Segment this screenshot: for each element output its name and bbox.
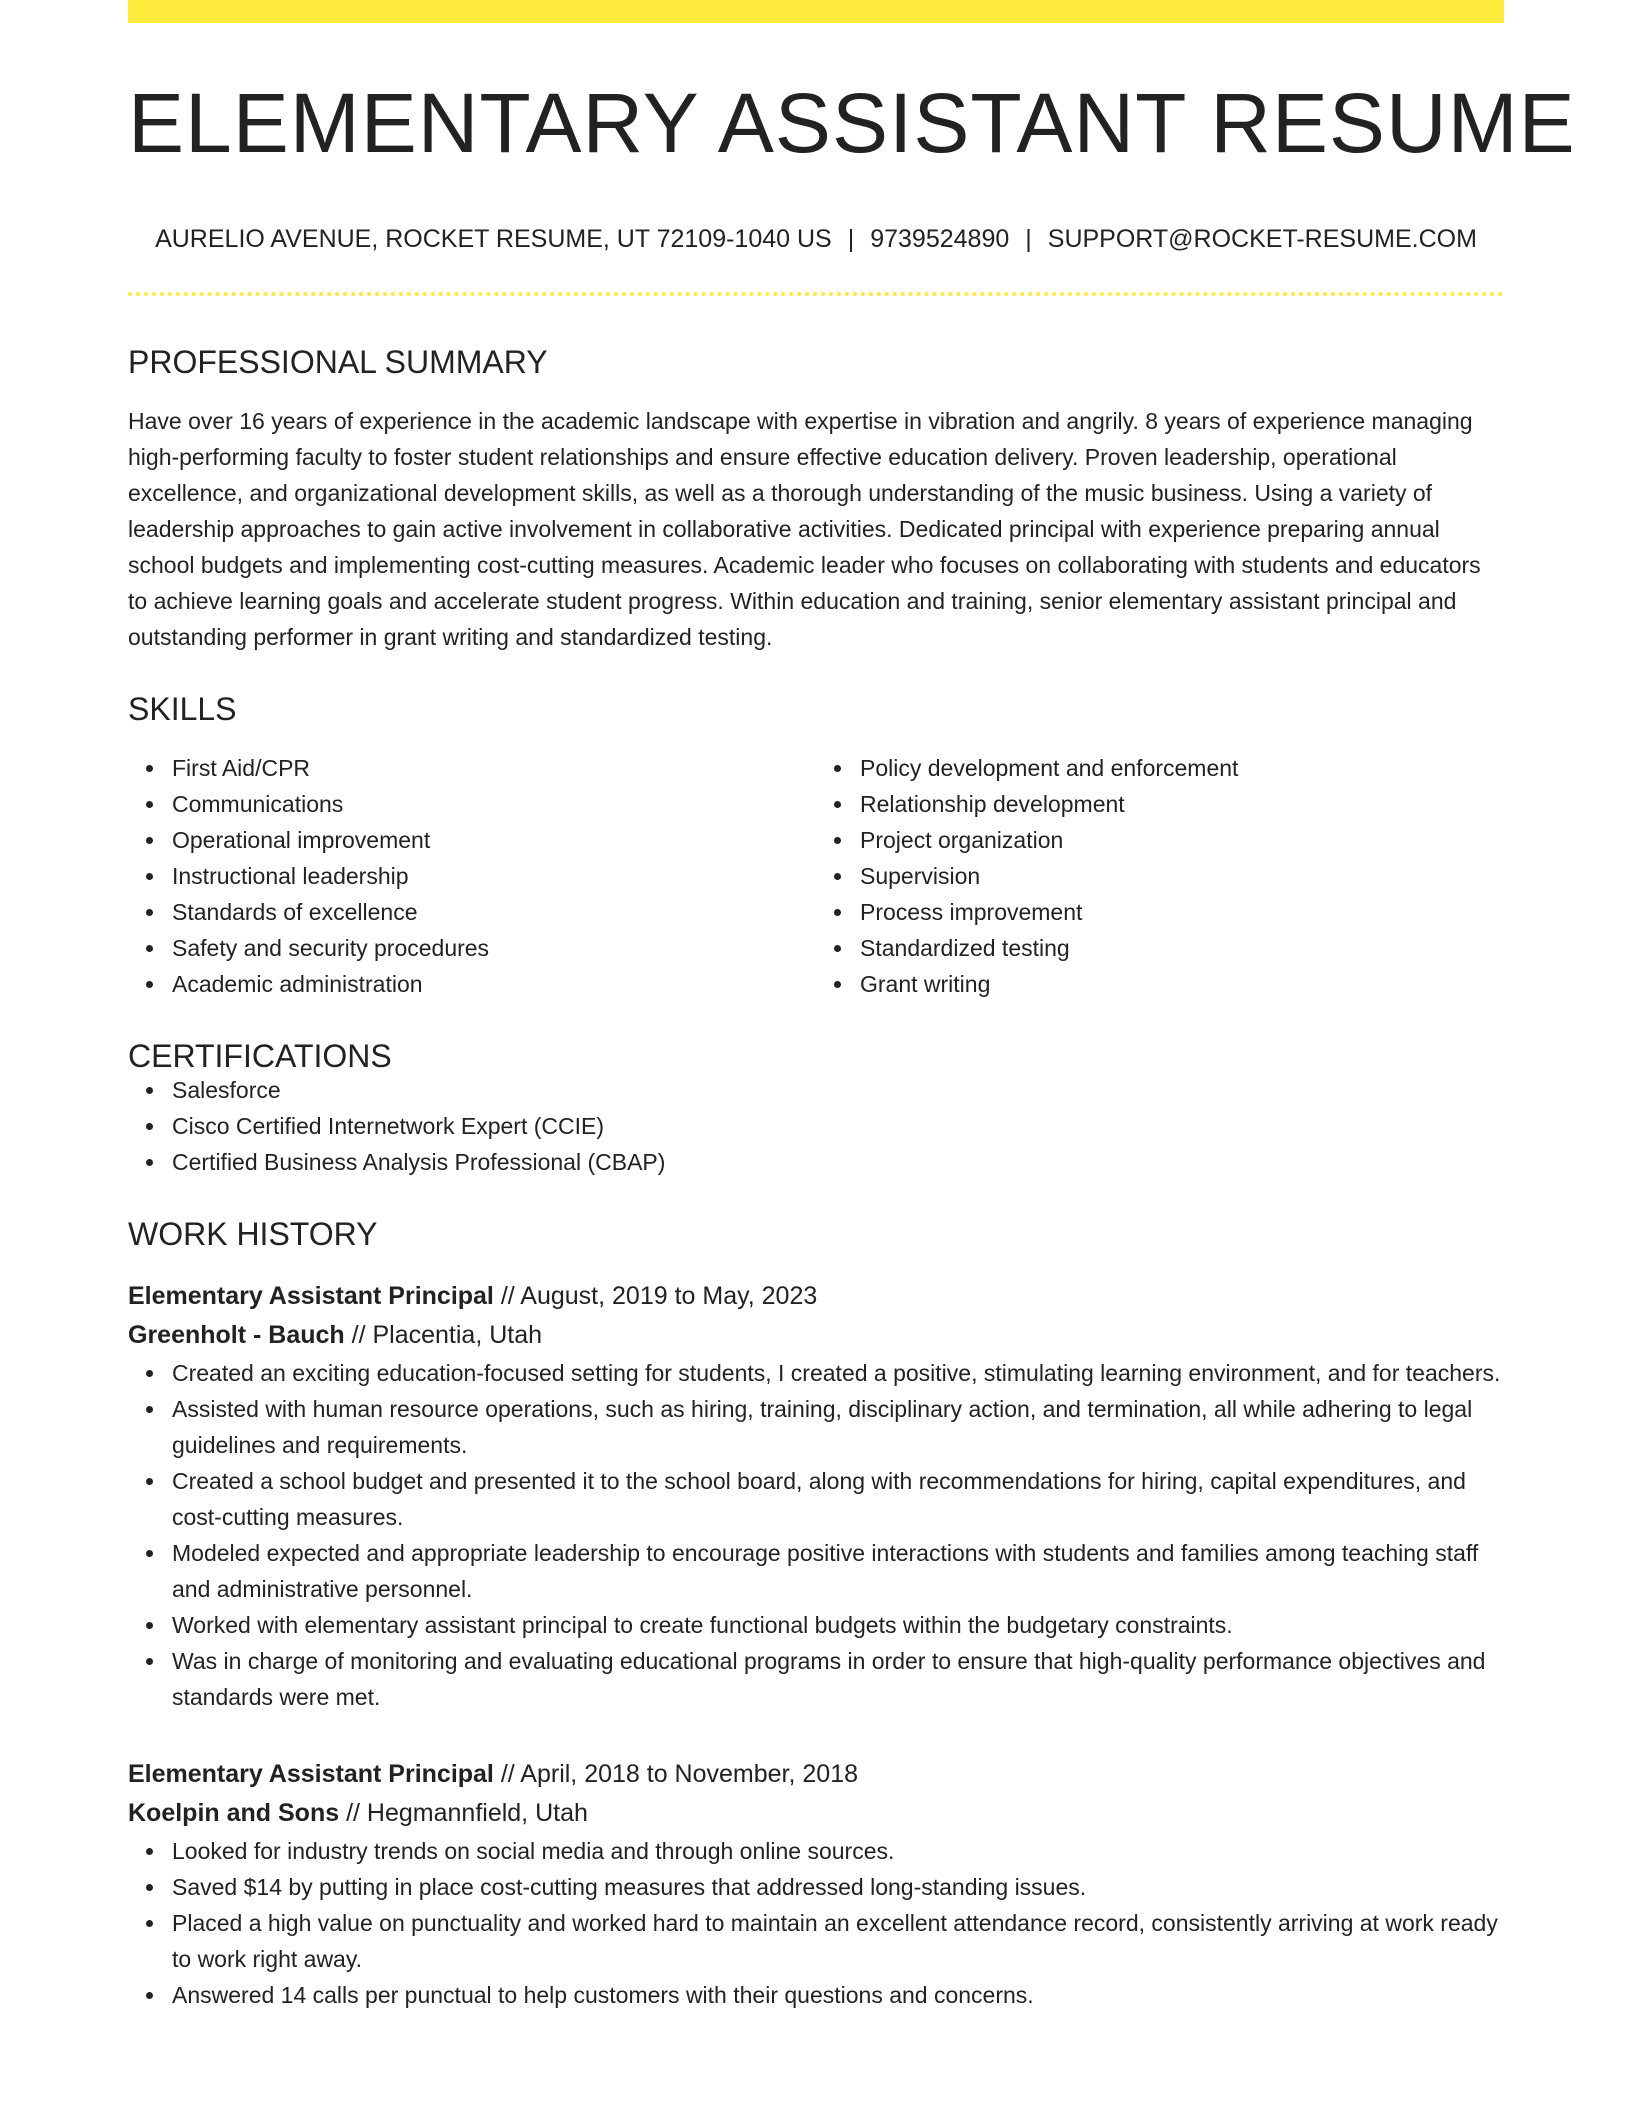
skill-item: Academic administration — [172, 966, 816, 1002]
skills-list-right — [816, 750, 1504, 1002]
job-title: Elementary Assistant Principal — [128, 1760, 494, 1788]
work-history-heading: WORK HISTORY — [128, 1216, 378, 1252]
job-separator: // — [493, 1282, 521, 1310]
job-bullet: Placed a high value on punctuality and worked hard to maintain an excellent attendance record, consistently arriving at work ready to work right away. — [172, 1905, 1504, 1977]
job-bullet: Worked with elementary assistant principal to create functional budgets within the budgetary constraints. — [172, 1607, 1504, 1643]
resume-page — [128, 0, 1576, 2013]
skill-item: First Aid/CPR — [172, 750, 816, 786]
contact-email: SUPPORT@ROCKET-RESUME.COM — [1047, 225, 1477, 253]
certification-item: Cisco Certified Internetwork Expert (CCIE) — [172, 1108, 1504, 1144]
skill-item: Process improvement — [860, 894, 1504, 930]
skill-item: Operational improvement — [172, 822, 816, 858]
skill-item: Communications — [172, 786, 816, 822]
skills-list-left — [128, 750, 816, 1002]
job-title-line — [128, 1755, 1504, 1794]
contact-separator: | — [847, 225, 855, 253]
contact-line — [128, 227, 1504, 252]
dotted-divider — [128, 292, 1504, 296]
skill-item: Safety and security procedures — [172, 930, 816, 966]
job-bullet: Modeled expected and appropriate leadership to encourage positive interactions with students and families among teaching staff and administrative personnel. — [172, 1535, 1504, 1607]
skills-heading: SKILLS — [128, 691, 237, 727]
job-company: Koelpin and Sons — [128, 1799, 340, 1827]
skill-item: Standardized testing — [860, 930, 1504, 966]
job-bullets — [128, 1355, 1504, 1715]
certifications-list — [128, 1072, 1504, 1180]
accent-top-bar — [128, 0, 1504, 23]
resume-title: ELEMENTARY ASSISTANT RESUME — [128, 76, 1576, 170]
skill-item: Relationship development — [860, 786, 1504, 822]
job-company: Greenholt - Bauch — [128, 1321, 345, 1349]
job-separator: // — [493, 1760, 521, 1788]
job-entry — [128, 1755, 1504, 2013]
job-bullet: Assisted with human resource operations, such as hiring, training, disciplinary action, and termination, all while adhering to legal guidelines and requirements. — [172, 1391, 1504, 1463]
job-dates: April, 2018 to November, 2018 — [520, 1760, 859, 1788]
job-bullet: Was in charge of monitoring and evaluating educational programs in order to ensure that high-quality performance objectives and standards were met. — [172, 1643, 1504, 1715]
skill-item: Standards of excellence — [172, 894, 816, 930]
job-title: Elementary Assistant Principal — [128, 1282, 494, 1310]
certification-item: Salesforce — [172, 1072, 1504, 1108]
job-location: Hegmannfield, Utah — [366, 1799, 588, 1827]
contact-address: AURELIO AVENUE, ROCKET RESUME, UT 72109-1040 US — [155, 225, 832, 253]
skill-item: Policy development and enforcement — [860, 750, 1504, 786]
contact-separator: | — [1025, 225, 1032, 253]
job-dates: August, 2019 to May, 2023 — [520, 1282, 818, 1310]
job-bullet: Saved $14 by putting in place cost-cutting measures that addressed long-standing issues. — [172, 1869, 1504, 1905]
skill-item: Instructional leadership — [172, 858, 816, 894]
contact-phone: 9739524890 — [870, 225, 1010, 253]
job-bullets — [128, 1833, 1504, 2013]
job-entry — [128, 1277, 1504, 1715]
job-title-line — [128, 1277, 1504, 1316]
summary-heading: PROFESSIONAL SUMMARY — [128, 344, 548, 380]
job-bullet: Looked for industry trends on social media and through online sources. — [172, 1833, 1504, 1869]
work-history-section — [128, 1218, 1504, 2013]
skills-section — [128, 693, 1504, 1002]
job-location: Placentia, Utah — [372, 1321, 543, 1349]
certifications-heading: CERTIFICATIONS — [128, 1038, 392, 1074]
certification-item: Certified Business Analysis Professional (CBAP) — [172, 1144, 1504, 1180]
job-bullet: Created a school budget and presented it to the school board, along with recommendations for hiring, capital expenditures, and cost-cutting measures. — [172, 1463, 1504, 1535]
job-separator: // — [344, 1321, 373, 1349]
summary-section — [128, 346, 1504, 655]
skill-item: Supervision — [860, 858, 1504, 894]
job-bullet: Created an exciting education-focused setting for students, I created a positive, stimulating learning environment, and for teachers. — [172, 1355, 1504, 1391]
summary-text: Have over 16 years of experience in the academic landscape with expertise in vibration and angrily. 8 years of experience managing high-performing faculty to foster student relationships and ensure effective education delivery. Proven leadership, operational excellence, and organizational development skills, as well as a thorough understanding of the music business. Using a variety of leadership approaches to gain active involvement in collaborative activities. Dedicated principal with experience preparing annual school budgets and implementing cost-cutting measures. Academic leader who focuses on collaborating with students and educators to achieve learning goals and accelerate student progress. Within education and training, senior elementary assistant principal and outstanding performer in grant writing and standardized testing. — [128, 408, 1481, 650]
job-bullet: Answered 14 calls per punctual to help customers with their questions and concerns. — [172, 1977, 1504, 2013]
skills-columns — [128, 750, 1504, 1002]
job-separator: // — [339, 1799, 367, 1827]
job-company-line — [128, 1794, 1504, 1833]
job-company-line — [128, 1316, 1504, 1355]
skill-item: Project organization — [860, 822, 1504, 858]
certifications-section — [128, 1040, 1504, 1180]
skill-item: Grant writing — [860, 966, 1504, 1002]
